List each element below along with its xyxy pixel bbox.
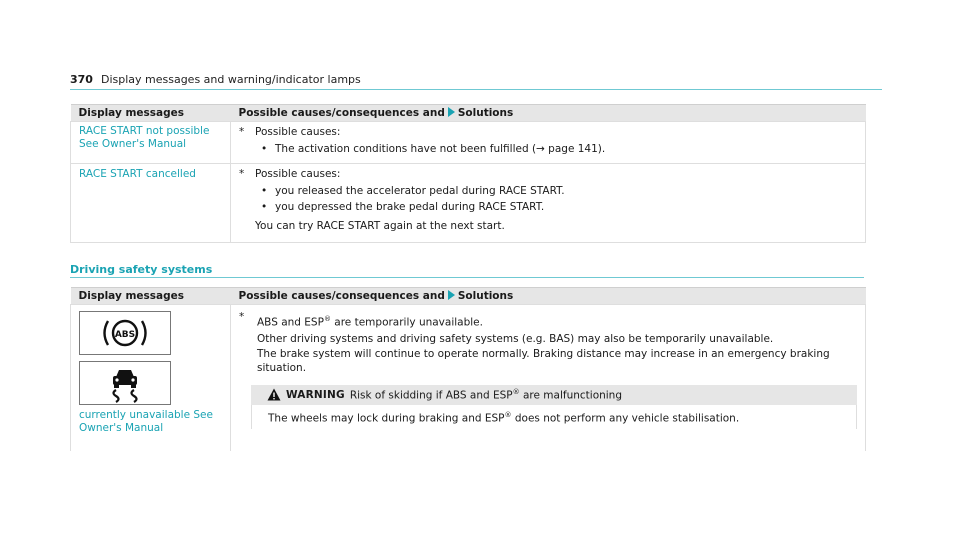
table-row [71,122,866,164]
warning-label: WARNING [286,388,345,401]
message-cell [71,305,231,451]
esp-skid-icon [79,361,171,405]
warning-triangle-icon [267,388,281,401]
solutions-arrow-icon [448,290,455,300]
message-cell: RACE START cancelled [71,164,231,243]
info-line: The brake system will continue to operate normally. Braking distance may increase in an emergency braking situation. [257,347,830,374]
page-number: 370 [70,73,93,86]
abs-warning-icon [79,311,171,355]
warning-heading: Risk of skidding if ABS and ESP® are malfunctioning [349,387,623,402]
cause-cell: * ABS and ESP® are temporarily unavailable. Other driving systems and driving safety systems (e.g. BAS) may also be temporarily unavailable. The brake system will continue to operate normally. Braking distance may increase in an emergency braking situation. WARNING Risk of skidding if ABS and ESP® are malfunctioning The wheels may lock during braking and ESP® does not perform any vehicle stabilisation. [231,305,866,451]
page-header [70,73,361,89]
abs-label: ABS [114,330,136,340]
solutions-arrow-icon [448,107,455,117]
note-text: You can try RACE START again at the next start. [255,220,505,232]
cause-cell: * Possible causes: • you released the accelerator pedal during RACE START. • you depressed the brake pedal during RACE START. You can try RACE START again at the next start. [231,164,866,243]
star-bullet: * [239,126,245,138]
race-start-table [70,104,866,243]
col-header-causes: Possible causes/consequences and Solutions [231,288,866,305]
message-text: currently unavailable See Owner's Manual [79,409,213,434]
header-rule [70,89,882,90]
table-row [71,164,866,243]
list-item: • The activation conditions have not been fulfilled (→ page 141). [255,141,857,157]
list-item: • you released the accelerator pedal during RACE START. [255,183,857,199]
warning-header [251,385,857,405]
message-cell: RACE START not possible See Owner's Manual [71,122,231,164]
section-rule [70,277,864,278]
driving-safety-table [70,287,866,451]
col-header-display-messages: Display messages [71,105,231,122]
table-row [71,305,866,451]
warning-body: The wheels may lock during braking and ESP® does not perform any vehicle stabilisation. [251,405,857,429]
page-header-title: Display messages and warning/indicator lamps [100,73,361,86]
star-bullet: * [239,168,245,180]
list-item: • you depressed the brake pedal during RACE START. [255,199,857,215]
section-title: Driving safety systems [70,263,213,276]
cause-cell: * Possible causes: • The activation conditions have not been fulfilled (→ page 141). [231,122,866,164]
star-bullet: * [239,311,245,323]
warning-box [251,385,857,429]
col-header-display-messages: Display messages [71,288,231,305]
info-line: Other driving systems and driving safety systems (e.g. BAS) may also be temporarily unavailable. [257,332,774,345]
col-header-causes: Possible causes/consequences and Solutions [231,105,866,122]
